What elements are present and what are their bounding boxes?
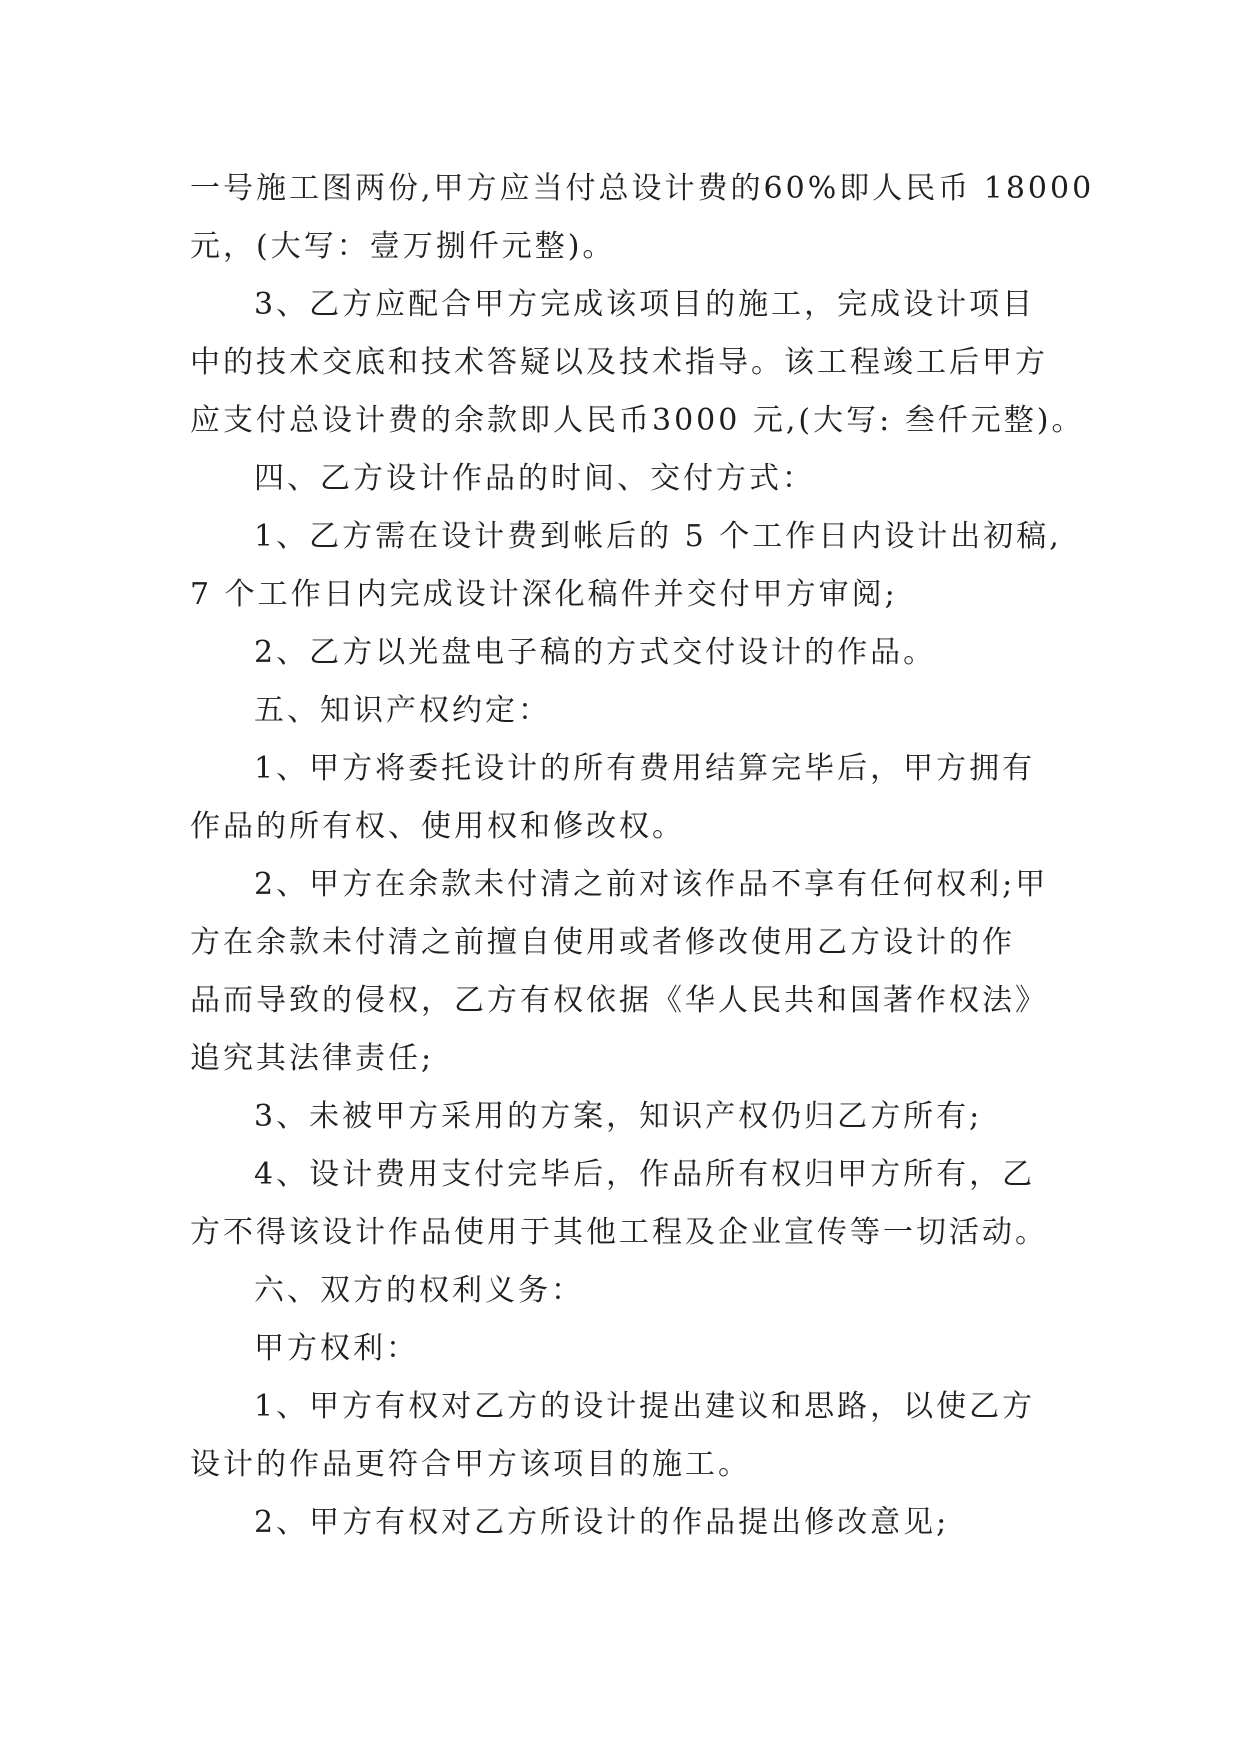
text-line: 元，(大写：壹万捌仟元整)。 (190, 229, 616, 264)
text-line: 追究其法律责任; (190, 1041, 435, 1076)
text-line: 4、设计费用支付完毕后，作品所有权归甲方所有，乙 (254, 1157, 1036, 1192)
text-line: 中的技术交底和技术答疑以及技术指导。该工程竣工后甲方 (190, 345, 1048, 380)
text-line: 品而导致的侵权，乙方有权依据《华人民共和国著作权法》 (190, 983, 1048, 1018)
section-heading: 四、乙方设计作品的时间、交付方式： (254, 461, 815, 496)
text-line: 方不得该设计作品使用于其他工程及企业宣传等一切活动。 (190, 1215, 1048, 1250)
text-line: 7 个工作日内完成设计深化稿件并交付甲方审阅; (190, 577, 898, 612)
text-line: 2、甲方在余款未付清之前对该作品不享有任何权利;甲 (254, 867, 1049, 902)
text-line: 一号施工图两份,甲方应当付总设计费的60%即人民币 18000 (190, 171, 1095, 206)
text-line: 方在余款未付清之前擅自使用或者修改使用乙方设计的作 (190, 925, 1015, 960)
text-line: 1、甲方将委托设计的所有费用结算完毕后，甲方拥有 (254, 751, 1036, 786)
text-line: 设计的作品更符合甲方该项目的施工。 (190, 1447, 751, 1482)
contract-body (190, 160, 1095, 1552)
text-line: 2、乙方以光盘电子稿的方式交付设计的作品。 (254, 635, 937, 670)
text-line: 1、甲方有权对乙方的设计提出建议和思路，以使乙方 (254, 1389, 1036, 1424)
text-line: 作品的所有权、使用权和修改权。 (190, 809, 685, 844)
text-line: 2、甲方有权对乙方所设计的作品提出修改意见; (254, 1505, 950, 1540)
text-line: 3、乙方应配合甲方完成该项目的施工，完成设计项目 (254, 287, 1036, 322)
section-heading: 六、双方的权利义务： (254, 1273, 584, 1308)
section-heading: 五、知识产权约定： (254, 693, 551, 728)
text-line: 应支付总设计费的余款即人民币3000 元,(大写: 叁仟元整)。 (190, 403, 1085, 438)
subsection-heading: 甲方权利： (254, 1331, 419, 1366)
text-line: 1、乙方需在设计费到帐后的 5 个工作日内设计出初稿, (254, 519, 1062, 554)
text-line: 3、未被甲方采用的方案，知识产权仍归乙方所有; (254, 1099, 983, 1134)
